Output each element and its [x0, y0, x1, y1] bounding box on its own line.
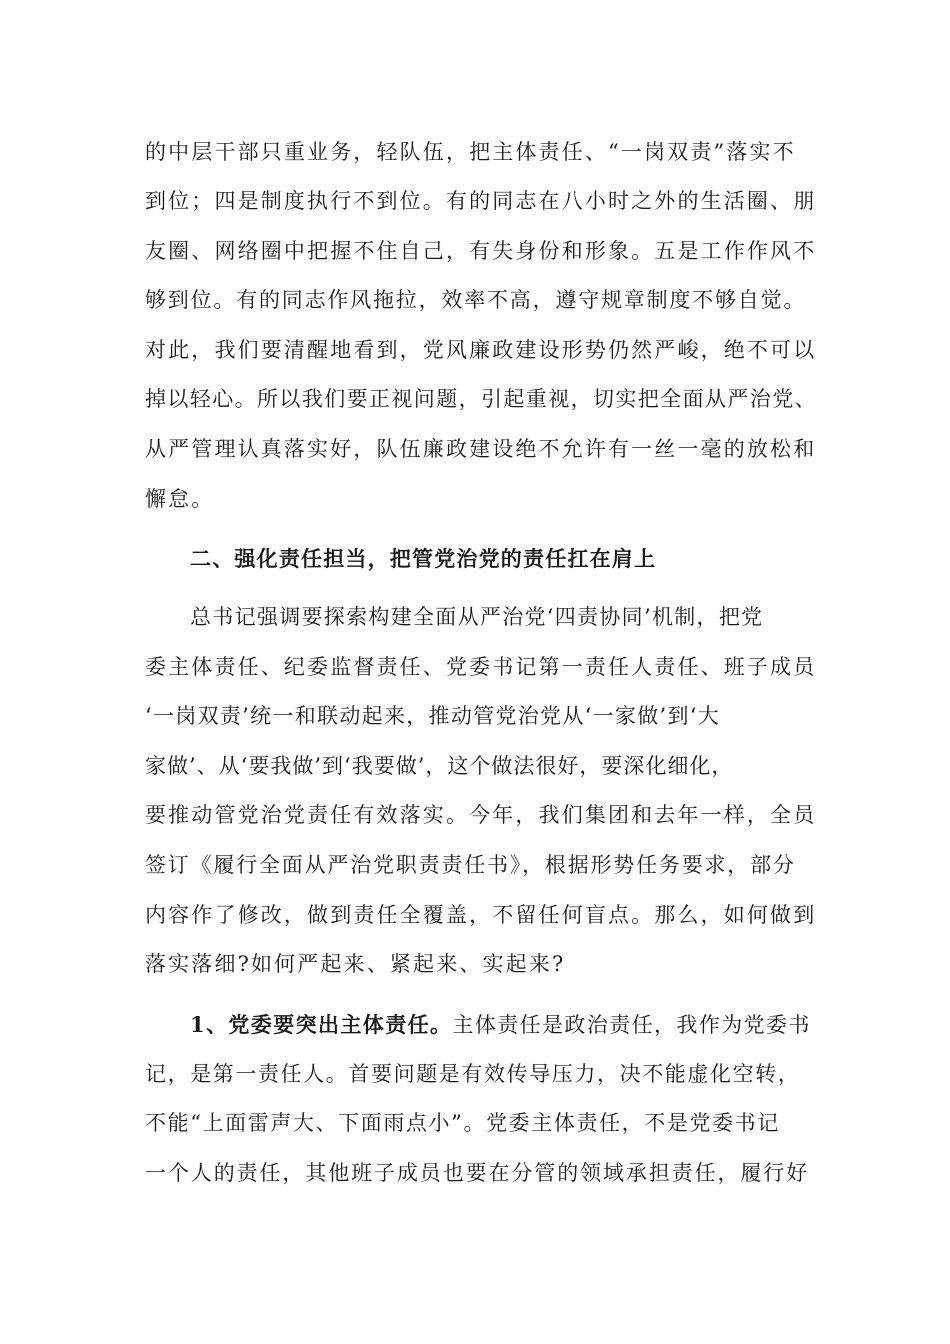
section-heading: 二、强化责任担当，把管党治党的责任扛在肩上: [190, 546, 657, 571]
paragraph-line: 委主体责任、纪委监督责任、党委书记第一责任人责任、班子成员: [145, 655, 817, 679]
paragraph-line: 内容作了修改，做到责任全覆盖，不留任何盲点。那么，如何做到: [145, 903, 817, 927]
paragraph-line-lead: [190, 1014, 811, 1036]
paragraph-line: 的中层干部只重业务，轻队伍，把主体责任、“一岗双责”落实不: [145, 140, 796, 164]
paragraph-line: 一个人的责任，其他班子成员也要在分管的领域承担责任，履行好: [145, 1161, 810, 1185]
paragraph-line: 到位；四是制度执行不到位。有的同志在八小时之外的生活圈、朋: [145, 189, 817, 213]
paragraph-line: 从严管理认真落实好，队伍廉政建设绝不允许有一丝一毫的放松和: [145, 437, 817, 461]
paragraph-line: 不能“上面雷声大、下面雨点小”。党委主体责任，不是党委书记: [145, 1111, 780, 1135]
paragraph-line: 友圈、网络圈中把握不住自己，有失身份和形象。五是工作作风不: [145, 239, 817, 263]
paragraph-line: 要推动管党治党责任有效落实。今年，我们集团和去年一样，全员: [145, 803, 817, 827]
paragraph-line: 签订《履行全面从严治党职责责任书》，根据形势任务要求，部分: [145, 853, 796, 877]
paragraph-line: 家做’、从‘要我做’到‘我要做’，这个做法很好，要深化细化，: [145, 754, 734, 778]
paragraph-line: 总书记强调要探索构建全面从严治党‘四责协同’机制，把党: [190, 605, 764, 629]
paragraph-line: 够到位。有的同志作风拖拉，效率不高，遵守规章制度不够自觉。: [145, 288, 807, 312]
paragraph-line: 记，是第一责任人。首要问题是有效传导压力，决不能虚化空转，: [145, 1062, 801, 1086]
paragraph-line: 懈怠。: [145, 487, 215, 511]
lead-continuation: 主体责任是政治责任，我作为党委书: [452, 1013, 811, 1037]
paragraph-line: ‘一岗双责’统一和联动起来，推动管党治党从‘一家做’到‘大: [145, 704, 721, 728]
paragraph-line: 对此，我们要清醒地看到，党风廉政建设形势仍然严峻，绝不可以: [145, 338, 817, 362]
paragraph-line: 落实落细?如何严起来、紧起来、实起来?: [145, 952, 566, 976]
lead-bold-phrase: 1、党委要突出主体责任。: [190, 1012, 453, 1037]
paragraph-line: 掉以轻心。所以我们要正视问题，引起重视，切实把全面从严治党、: [145, 387, 817, 411]
